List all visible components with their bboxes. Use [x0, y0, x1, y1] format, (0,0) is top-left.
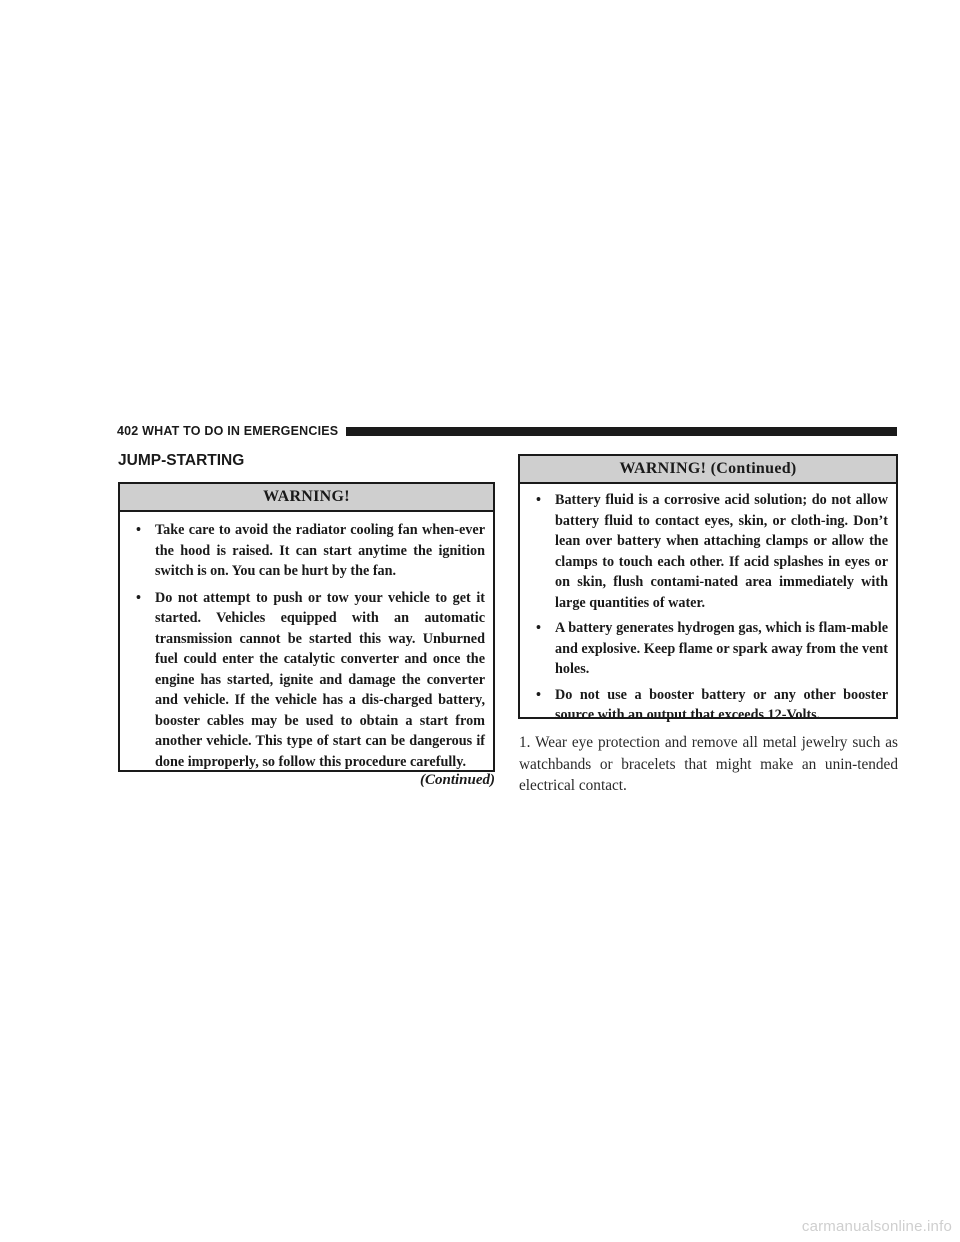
warning-list — [520, 484, 896, 726]
warning-item-text: A battery generates hydrogen gas, which is flam-mable and explosive. Keep flame or spark away from the vent holes. — [555, 620, 888, 677]
watermark: carmanualsonline.info — [801, 1218, 952, 1235]
page-number-section: 402 WHAT TO DO IN EMERGENCIES — [117, 424, 339, 438]
warning-item — [528, 490, 888, 613]
warning-title: WARNING! (Continued) — [520, 456, 896, 484]
bullet: • — [536, 686, 541, 703]
warning-box-left — [118, 482, 495, 772]
warning-title: WARNING! — [120, 484, 493, 512]
step-1-text: 1. Wear eye protection and remove all metal jewelry such as watchbands or bracelets that might make an unin-tended electrical contact. — [519, 734, 898, 794]
page-header — [117, 424, 897, 438]
warning-item — [128, 588, 485, 773]
warning-item-text: Take care to avoid the radiator cooling fan when-ever the hood is raised. It can start anytime the ignition switch is on. You can be hurt by the fan. — [155, 522, 485, 579]
bullet: • — [136, 589, 141, 606]
warning-item-text: Battery fluid is a corrosive acid solution; do not allow battery fluid to contact eyes, skin, or cloth-ing. Don’t lean over battery when attaching clamps or allow the clamps to touch each other. If acid splashes in eyes or on skin, flush contami-nated area immediately with large quantities of water. — [555, 492, 888, 611]
warning-item — [528, 618, 888, 680]
warning-list — [120, 512, 493, 772]
warning-item-text: Do not attempt to push or tow your vehicle to get it started. Vehicles equipped with an automatic transmission cannot be started this way. Unburned fuel could enter the catalytic converter and once the engine has started, ignite and damage the converter and vehicle. If the vehicle has a dis-charged battery, booster cables may be used to obtain a start from another vehicle. This type of start can be dangerous if done improperly, so follow this procedure carefully. — [155, 589, 485, 770]
continued-label: (Continued) — [419, 772, 495, 788]
header-rule — [346, 427, 897, 436]
warning-item — [528, 685, 888, 726]
warning-box-right — [518, 454, 898, 723]
warning-item-text: Do not use a booster battery or any other booster source with an output that exceeds 12-Volts. — [555, 686, 888, 723]
bullet: • — [136, 522, 141, 538]
bullet: • — [536, 620, 541, 636]
bullet: • — [536, 492, 541, 508]
section-title: JUMP-STARTING — [118, 452, 245, 469]
warning-item — [128, 520, 485, 582]
